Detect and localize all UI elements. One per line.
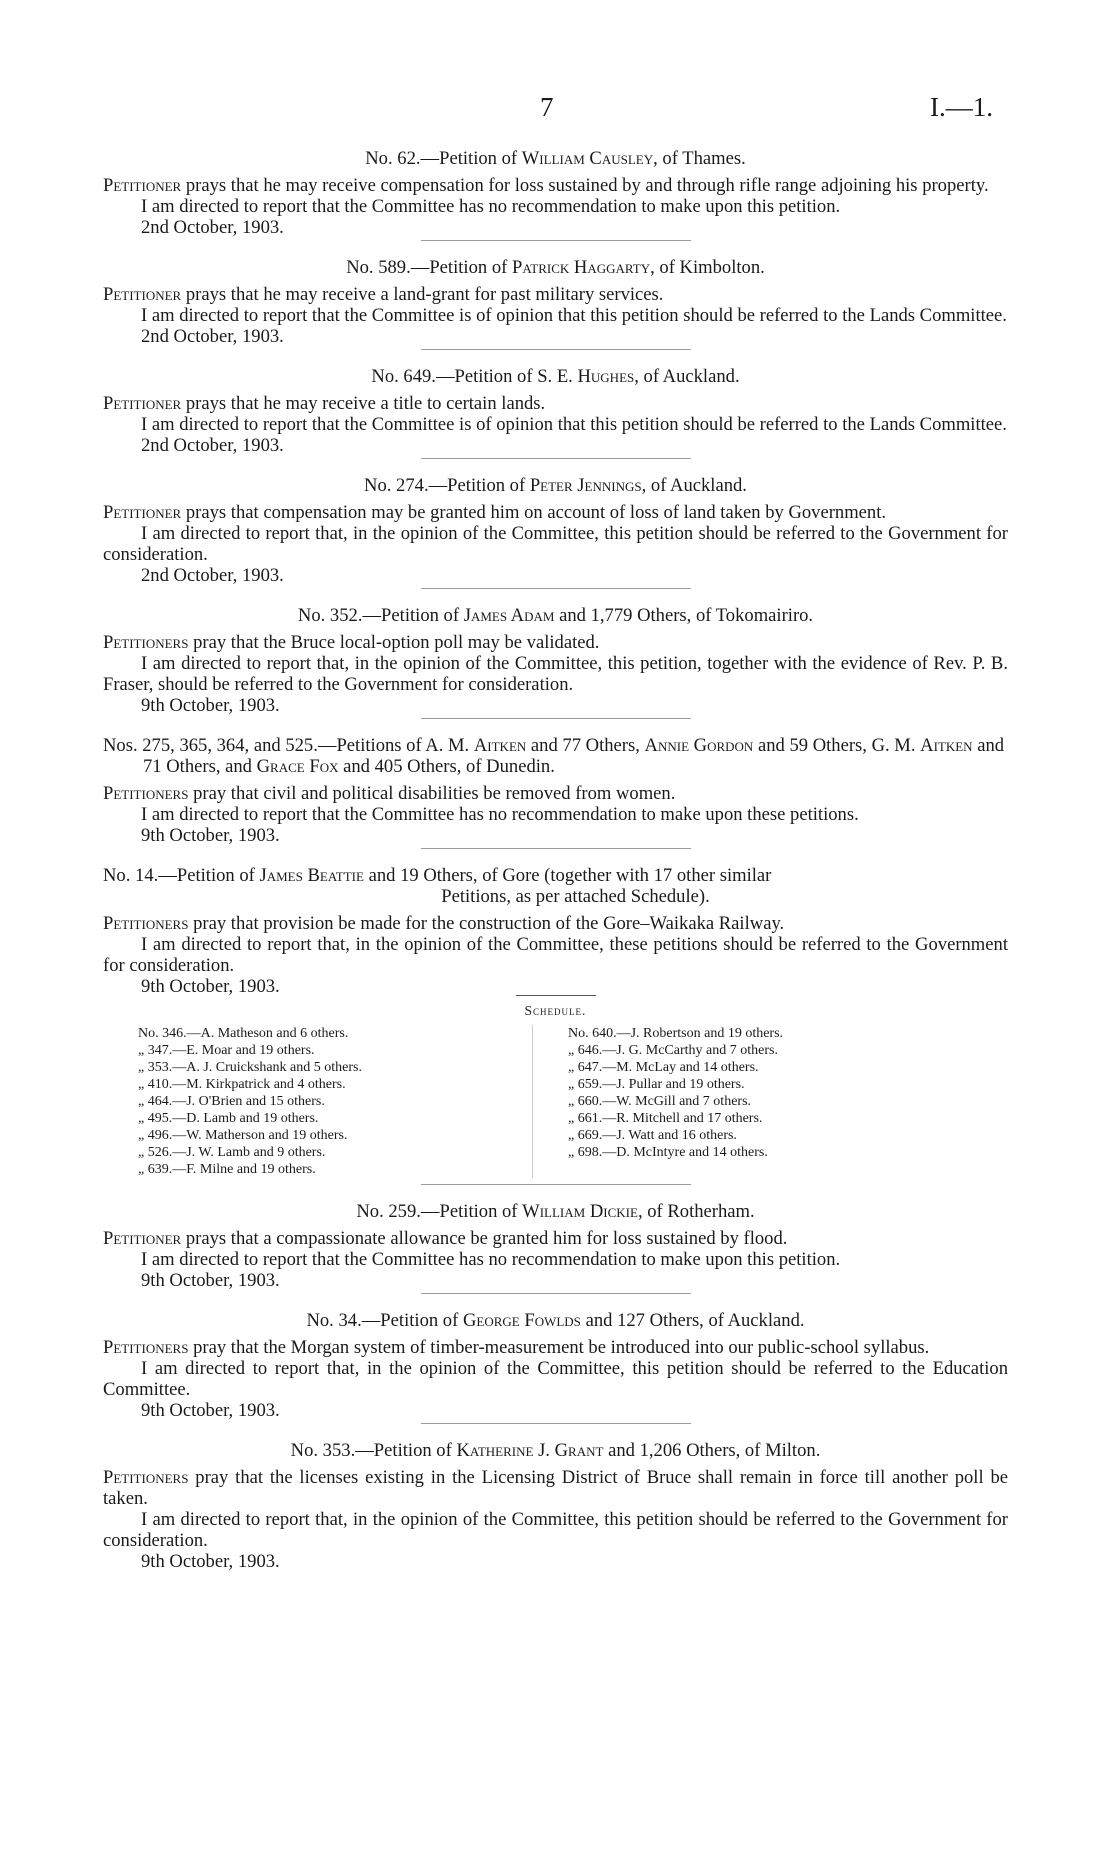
schedule-item: „ 639.—F. Milne and 19 others. [138, 1162, 316, 1177]
petitioner-name: Patrick Haggarty [511, 257, 651, 278]
petition-date: 2nd October, 1903. [141, 435, 284, 456]
petition-title: No. 259.—Petition of William Dickie, of Rotherham. [356, 1201, 755, 1222]
divider [421, 588, 691, 589]
schedule-item: „ 659.—J. Pullar and 19 others. [568, 1077, 745, 1092]
petition-entry [103, 865, 1008, 997]
divider [421, 718, 691, 719]
petitioner-name: Katherine J. Grant [456, 1440, 604, 1461]
petition-title: No. 62.—Petition of William Causley, of Thames. [365, 148, 746, 169]
schedule-item: „ 669.—J. Watt and 16 others. [568, 1128, 737, 1143]
petition-title: No. 14.—Petition of James Beattie and 19 Others, of Gore (together with 17 other similar Petitions, as per attached Schedule). [103, 865, 772, 907]
schedule-item: „ 496.—W. Matherson and 19 others. [138, 1128, 348, 1143]
petition-date: 9th October, 1903. [141, 976, 280, 997]
divider [421, 458, 691, 459]
petition-date: 9th October, 1903. [141, 1270, 280, 1291]
committee-report: I am directed to report that, in the opinion of the Committee, these petitions should be referred to the Government for consideration. [103, 934, 1008, 976]
committee-report: I am directed to report that the Committee has no recommendation to make upon these petitions. [141, 804, 859, 825]
schedule-item: „ 464.—J. O'Brien and 15 others. [138, 1094, 325, 1109]
petition-title: No. 649.—Petition of S. E. Hughes, of Auckland. [371, 366, 740, 387]
page-content [103, 148, 1008, 1572]
petition-prayer: Petitioners pray that the Morgan system of timber-measurement be introduced into our public-school syllabus. [103, 1337, 930, 1358]
schedule-item: No. 640.—J. Robertson and 19 others. [568, 1026, 784, 1041]
petition-entry [103, 605, 1008, 716]
petition-prayer: Petitioners pray that the Bruce local-option poll may be validated. [103, 632, 600, 653]
schedule-table [103, 1025, 1008, 1178]
petition-date: 2nd October, 1903. [141, 565, 284, 586]
petition-entry [103, 475, 1008, 586]
petition-date: 2nd October, 1903. [141, 217, 284, 238]
petition-date: 2nd October, 1903. [141, 326, 284, 347]
petition-prayer: Petitioner prays that he may receive compensation for loss sustained by and through rifle range adjoining his property. [103, 175, 989, 196]
petition-prayer: Petitioner prays that he may receive a title to certain lands. [103, 393, 546, 414]
schedule-item: „ 526.—J. W. Lamb and 9 others. [138, 1145, 326, 1160]
petition-prayer: Petitioner prays that compensation may be granted him on account of loss of land taken by Government. [103, 502, 887, 523]
committee-report: I am directed to report that the Committee is of opinion that this petition should be referred to the Lands Committee. [141, 305, 1007, 326]
divider [421, 1293, 691, 1294]
petitioner-name: James Beattie [259, 865, 364, 886]
schedule-item: „ 646.—J. G. McCarthy and 7 others. [568, 1043, 778, 1058]
petitioner-name: George Fowlds [462, 1310, 581, 1331]
divider [421, 1184, 691, 1185]
committee-report: I am directed to report that the Committee has no recommendation to make upon this petition. [141, 1249, 841, 1270]
petition-date: 9th October, 1903. [141, 1551, 280, 1572]
petitioner-name: Peter Jennings [529, 475, 642, 496]
petition-title: No. 353.—Petition of Katherine J. Grant and 1,206 Others, of Milton. [290, 1440, 821, 1461]
petition-date: 9th October, 1903. [141, 695, 280, 716]
petition-prayer: Petitioner prays that he may receive a land-grant for past military services. [103, 284, 664, 305]
schedule-item: No. 346.—A. Matheson and 6 others. [138, 1026, 349, 1041]
petition-title: Nos. 275, 365, 364, and 525.—Petitions of A. M. Aitken and 77 Others, Annie Gordon and 59 Others, G. M. Aitken and 71 Others, and Grace Fox and 405 Others, of Dunedin. [103, 735, 1005, 777]
petition-entry [103, 735, 1008, 846]
petition-title: No. 352.—Petition of James Adam and 1,779 Others, of Tokomairiro. [297, 605, 814, 626]
petition-title: No. 589.—Petition of Patrick Haggarty, of Kimbolton. [346, 257, 765, 278]
petition-entry [103, 366, 1008, 456]
document-reference: I.—1. [930, 92, 993, 122]
schedule-item: „ 661.—R. Mitchell and 17 others. [568, 1111, 763, 1126]
petition-prayer: Petitioners pray that civil and political disabilities be removed from women. [103, 783, 676, 804]
petition-prayer: Petitioners pray that the licenses existing in the Licensing District of Bruce shall remain in force till another poll be taken. [103, 1467, 1008, 1509]
schedule-left-column [103, 1025, 533, 1178]
petition-date: 9th October, 1903. [141, 825, 280, 846]
petitioner-name: William Dickie [522, 1201, 638, 1222]
committee-report: I am directed to report that, in the opinion of the Committee, this petition should be referred to the Government for consideration. [103, 523, 1008, 565]
divider [421, 848, 691, 849]
petition-entry [103, 1310, 1008, 1421]
petitioner-name: William Causley [521, 148, 654, 169]
schedule-heading: Schedule. [103, 995, 1008, 1021]
divider [421, 1423, 691, 1424]
petition-entry [103, 148, 1008, 238]
divider [421, 240, 691, 241]
committee-report: I am directed to report that the Committee has no recommendation to make upon this petition. [141, 196, 841, 217]
committee-report: I am directed to report that, in the opinion of the Committee, this petition should be referred to the Education Committee. [103, 1358, 1008, 1400]
petitioner-name: S. E. Hughes [537, 366, 635, 387]
schedule-item: „ 698.—D. McIntyre and 14 others. [568, 1145, 768, 1160]
schedule-right-column [533, 1025, 783, 1178]
divider [421, 349, 691, 350]
petition-entry [103, 257, 1008, 347]
schedule-item: „ 495.—D. Lamb and 19 others. [138, 1111, 319, 1126]
schedule-item: „ 353.—A. J. Cruickshank and 5 others. [138, 1060, 362, 1075]
schedule-item: „ 660.—W. McGill and 7 others. [568, 1094, 752, 1109]
petition-prayer: Petitioners pray that provision be made for the construction of the Gore–Waikaka Railway. [103, 913, 785, 934]
petition-entry [103, 1201, 1008, 1291]
petitioner-name: James Adam [463, 605, 555, 626]
petition-entry [103, 1440, 1008, 1572]
petition-title: No. 274.—Petition of Peter Jennings, of Auckland. [364, 475, 747, 496]
committee-report: I am directed to report that, in the opinion of the Committee, this petition should be referred to the Government for consideration. [103, 1509, 1008, 1551]
schedule-item: „ 410.—M. Kirkpatrick and 4 others. [138, 1077, 346, 1092]
page-number: 7 [540, 92, 554, 122]
petition-title: No. 34.—Petition of George Fowlds and 127 Others, of Auckland. [306, 1310, 805, 1331]
schedule-item: „ 347.—E. Moar and 19 others. [138, 1043, 315, 1058]
committee-report: I am directed to report that, in the opinion of the Committee, this petition, together with the evidence of Rev. P. B. Fraser, should be referred to the Government for consideration. [103, 653, 1008, 695]
committee-report: I am directed to report that the Committee is of opinion that this petition should be referred to the Lands Committee. [141, 414, 1007, 435]
schedule-item: „ 647.—M. McLay and 14 others. [568, 1060, 759, 1075]
petition-prayer: Petitioner prays that a compassionate allowance be granted him for loss sustained by flood. [103, 1228, 788, 1249]
petition-date: 9th October, 1903. [141, 1400, 280, 1421]
